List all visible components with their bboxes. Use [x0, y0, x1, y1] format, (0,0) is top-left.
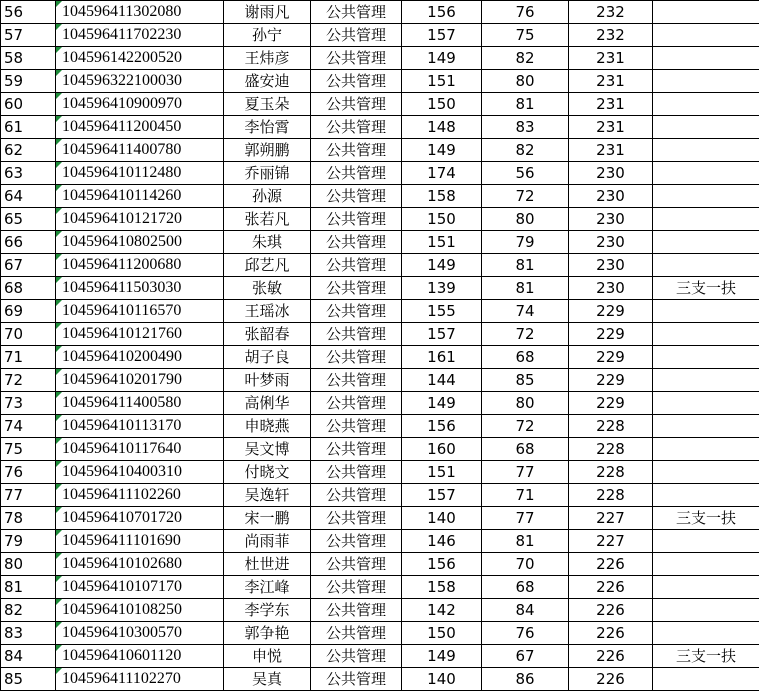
- total-score-cell[interactable]: 230: [569, 254, 653, 277]
- row-number-cell[interactable]: 61: [1, 116, 56, 139]
- exam-id-cell[interactable]: 104596410701720: [56, 507, 224, 530]
- note-cell[interactable]: [653, 47, 759, 70]
- major-cell[interactable]: 公共管理: [311, 116, 402, 139]
- row-number-cell[interactable]: 82: [1, 599, 56, 622]
- exam-id-cell[interactable]: 104596410900970: [56, 93, 224, 116]
- total-score-cell[interactable]: 226: [569, 599, 653, 622]
- score-2-cell[interactable]: 81: [482, 277, 569, 300]
- total-score-cell[interactable]: 229: [569, 392, 653, 415]
- major-cell[interactable]: 公共管理: [311, 553, 402, 576]
- score-1-cell[interactable]: 156: [402, 415, 482, 438]
- row-number-cell[interactable]: 83: [1, 622, 56, 645]
- candidate-name-cell[interactable]: 尚雨菲: [224, 530, 311, 553]
- table-row: [1, 438, 759, 461]
- row-number-cell[interactable]: 63: [1, 162, 56, 185]
- score-2-cell[interactable]: 72: [482, 185, 569, 208]
- note-cell[interactable]: [653, 576, 759, 599]
- candidate-name-cell[interactable]: 李江峰: [224, 576, 311, 599]
- exam-id-cell[interactable]: 104596411200450: [56, 116, 224, 139]
- note-cell[interactable]: 三支一扶: [653, 507, 759, 530]
- score-1-cell[interactable]: 149: [402, 47, 482, 70]
- table-row: [1, 93, 759, 116]
- row-number-cell[interactable]: 59: [1, 70, 56, 93]
- score-2-cell[interactable]: 74: [482, 300, 569, 323]
- candidate-name-cell[interactable]: 宋一鹏: [224, 507, 311, 530]
- exam-id-cell[interactable]: 104596411200680: [56, 254, 224, 277]
- table-row: [1, 254, 759, 277]
- total-score-cell[interactable]: 230: [569, 185, 653, 208]
- exam-id-cell[interactable]: 104596410601120: [56, 645, 224, 668]
- table-row: [1, 1, 759, 24]
- score-1-cell[interactable]: 151: [402, 461, 482, 484]
- score-1-cell[interactable]: 149: [402, 254, 482, 277]
- table-row: [1, 47, 759, 70]
- row-number-cell[interactable]: 65: [1, 208, 56, 231]
- note-cell[interactable]: 三支一扶: [653, 277, 759, 300]
- total-score-cell[interactable]: 229: [569, 323, 653, 346]
- note-cell[interactable]: [653, 24, 759, 47]
- table-row: [1, 162, 759, 185]
- score-1-cell[interactable]: 150: [402, 622, 482, 645]
- major-cell[interactable]: 公共管理: [311, 530, 402, 553]
- candidate-name-cell[interactable]: 张若凡: [224, 208, 311, 231]
- row-number-cell[interactable]: 85: [1, 668, 56, 691]
- note-cell[interactable]: [653, 438, 759, 461]
- candidate-name-cell[interactable]: 乔丽锦: [224, 162, 311, 185]
- score-2-cell[interactable]: 80: [482, 70, 569, 93]
- score-2-cell[interactable]: 80: [482, 392, 569, 415]
- score-2-cell[interactable]: 82: [482, 139, 569, 162]
- row-number-cell[interactable]: 78: [1, 507, 56, 530]
- candidate-name-cell[interactable]: 付晓文: [224, 461, 311, 484]
- score-2-cell[interactable]: 82: [482, 47, 569, 70]
- score-1-cell[interactable]: 149: [402, 139, 482, 162]
- note-cell[interactable]: [653, 70, 759, 93]
- row-number-cell[interactable]: 75: [1, 438, 56, 461]
- note-cell[interactable]: [653, 231, 759, 254]
- score-2-cell[interactable]: 67: [482, 645, 569, 668]
- exam-id-cell[interactable]: 104596410121760: [56, 323, 224, 346]
- score-1-cell[interactable]: 157: [402, 484, 482, 507]
- candidate-name-cell[interactable]: 申晓燕: [224, 415, 311, 438]
- total-score-cell[interactable]: 228: [569, 461, 653, 484]
- major-cell[interactable]: 公共管理: [311, 438, 402, 461]
- row-number-cell[interactable]: 57: [1, 24, 56, 47]
- table-row: [1, 139, 759, 162]
- row-number-cell[interactable]: 72: [1, 369, 56, 392]
- major-cell[interactable]: 公共管理: [311, 668, 402, 691]
- candidate-name-cell[interactable]: 吴逸轩: [224, 484, 311, 507]
- total-score-cell[interactable]: 231: [569, 93, 653, 116]
- major-cell[interactable]: 公共管理: [311, 507, 402, 530]
- row-number-cell[interactable]: 73: [1, 392, 56, 415]
- major-cell[interactable]: 公共管理: [311, 231, 402, 254]
- note-cell[interactable]: [653, 392, 759, 415]
- note-cell[interactable]: 三支一扶: [653, 645, 759, 668]
- row-number-cell[interactable]: 79: [1, 530, 56, 553]
- major-cell[interactable]: 公共管理: [311, 185, 402, 208]
- major-cell[interactable]: 公共管理: [311, 415, 402, 438]
- total-score-cell[interactable]: 226: [569, 622, 653, 645]
- exam-id-cell[interactable]: 104596411101690: [56, 530, 224, 553]
- major-cell[interactable]: 公共管理: [311, 576, 402, 599]
- major-cell[interactable]: 公共管理: [311, 93, 402, 116]
- score-1-cell[interactable]: 142: [402, 599, 482, 622]
- major-cell[interactable]: 公共管理: [311, 139, 402, 162]
- total-score-cell[interactable]: 231: [569, 116, 653, 139]
- total-score-cell[interactable]: 227: [569, 507, 653, 530]
- note-cell[interactable]: [653, 1, 759, 24]
- major-cell[interactable]: 公共管理: [311, 645, 402, 668]
- table-row: [1, 70, 759, 93]
- total-score-cell[interactable]: 228: [569, 438, 653, 461]
- exam-id-cell[interactable]: 104596410114260: [56, 185, 224, 208]
- candidate-name-cell[interactable]: 王炜彦: [224, 47, 311, 70]
- table-row: [1, 392, 759, 415]
- note-cell[interactable]: [653, 139, 759, 162]
- candidate-name-cell[interactable]: 郭争艳: [224, 622, 311, 645]
- exam-id-cell[interactable]: 104596322100030: [56, 70, 224, 93]
- table-row: [1, 484, 759, 507]
- note-cell[interactable]: [653, 208, 759, 231]
- major-cell[interactable]: 公共管理: [311, 599, 402, 622]
- score-1-cell[interactable]: 158: [402, 185, 482, 208]
- score-1-cell[interactable]: 148: [402, 116, 482, 139]
- table-row: [1, 530, 759, 553]
- table-row: [1, 116, 759, 139]
- exam-id-cell[interactable]: 104596410201790: [56, 369, 224, 392]
- row-number-cell[interactable]: 80: [1, 553, 56, 576]
- row-number-cell[interactable]: 68: [1, 277, 56, 300]
- row-number-cell[interactable]: 60: [1, 93, 56, 116]
- exam-id-cell[interactable]: 104596410108250: [56, 599, 224, 622]
- table-row: [1, 277, 759, 300]
- note-cell[interactable]: [653, 530, 759, 553]
- total-score-cell[interactable]: 226: [569, 668, 653, 691]
- total-score-cell[interactable]: 228: [569, 484, 653, 507]
- exam-id-cell[interactable]: 104596410116570: [56, 300, 224, 323]
- note-cell[interactable]: [653, 622, 759, 645]
- major-cell[interactable]: 公共管理: [311, 254, 402, 277]
- total-score-cell[interactable]: 227: [569, 530, 653, 553]
- exam-id-cell[interactable]: 104596410113170: [56, 415, 224, 438]
- score-1-cell[interactable]: 156: [402, 1, 482, 24]
- table-row: [1, 346, 759, 369]
- score-2-cell[interactable]: 81: [482, 530, 569, 553]
- candidate-name-cell[interactable]: 谢雨凡: [224, 1, 311, 24]
- candidate-name-cell[interactable]: 李怡霄: [224, 116, 311, 139]
- table-row: [1, 622, 759, 645]
- note-cell[interactable]: [653, 599, 759, 622]
- exam-id-cell[interactable]: 104596411400580: [56, 392, 224, 415]
- note-cell[interactable]: [653, 185, 759, 208]
- major-cell[interactable]: 公共管理: [311, 1, 402, 24]
- table-body: [1, 1, 759, 691]
- score-1-cell[interactable]: 161: [402, 346, 482, 369]
- table-row: [1, 208, 759, 231]
- exam-id-cell[interactable]: 104596410200490: [56, 346, 224, 369]
- note-cell[interactable]: [653, 93, 759, 116]
- row-number-cell[interactable]: 81: [1, 576, 56, 599]
- exam-id-cell[interactable]: 104596410112480: [56, 162, 224, 185]
- major-cell[interactable]: 公共管理: [311, 369, 402, 392]
- table-row: [1, 599, 759, 622]
- candidate-name-cell[interactable]: 孙源: [224, 185, 311, 208]
- score-2-cell[interactable]: 77: [482, 507, 569, 530]
- total-score-cell[interactable]: 232: [569, 24, 653, 47]
- row-number-cell[interactable]: 76: [1, 461, 56, 484]
- candidate-name-cell[interactable]: 夏玉朵: [224, 93, 311, 116]
- score-2-cell[interactable]: 75: [482, 24, 569, 47]
- score-1-cell[interactable]: 160: [402, 438, 482, 461]
- exam-id-cell[interactable]: 104596410300570: [56, 622, 224, 645]
- major-cell[interactable]: 公共管理: [311, 461, 402, 484]
- table-row: [1, 415, 759, 438]
- score-2-cell[interactable]: 84: [482, 599, 569, 622]
- score-1-cell[interactable]: 151: [402, 70, 482, 93]
- exam-id-cell[interactable]: 104596411400780: [56, 139, 224, 162]
- major-cell[interactable]: 公共管理: [311, 323, 402, 346]
- table-row: [1, 231, 759, 254]
- total-score-cell[interactable]: 226: [569, 576, 653, 599]
- score-2-cell[interactable]: 68: [482, 576, 569, 599]
- row-number-cell[interactable]: 66: [1, 231, 56, 254]
- exam-id-cell[interactable]: 104596410117640: [56, 438, 224, 461]
- score-2-cell[interactable]: 86: [482, 668, 569, 691]
- exam-id-cell[interactable]: 104596411503030: [56, 277, 224, 300]
- table-row: [1, 645, 759, 668]
- score-2-cell[interactable]: 79: [482, 231, 569, 254]
- table-row: [1, 323, 759, 346]
- row-number-cell[interactable]: 62: [1, 139, 56, 162]
- score-1-cell[interactable]: 150: [402, 208, 482, 231]
- score-1-cell[interactable]: 139: [402, 277, 482, 300]
- total-score-cell[interactable]: 231: [569, 47, 653, 70]
- table-row: [1, 668, 759, 691]
- table-row: [1, 576, 759, 599]
- table-row: [1, 185, 759, 208]
- total-score-cell[interactable]: 230: [569, 231, 653, 254]
- candidate-name-cell[interactable]: 王瑶冰: [224, 300, 311, 323]
- note-cell[interactable]: [653, 415, 759, 438]
- row-number-cell[interactable]: 84: [1, 645, 56, 668]
- major-cell[interactable]: 公共管理: [311, 162, 402, 185]
- score-1-cell[interactable]: 144: [402, 369, 482, 392]
- candidate-name-cell[interactable]: 盛安迪: [224, 70, 311, 93]
- major-cell[interactable]: 公共管理: [311, 300, 402, 323]
- row-number-cell[interactable]: 69: [1, 300, 56, 323]
- score-1-cell[interactable]: 158: [402, 576, 482, 599]
- note-cell[interactable]: [653, 668, 759, 691]
- score-2-cell[interactable]: 68: [482, 438, 569, 461]
- table-row: [1, 461, 759, 484]
- note-cell[interactable]: [653, 553, 759, 576]
- row-number-cell[interactable]: 64: [1, 185, 56, 208]
- score-2-cell[interactable]: 80: [482, 208, 569, 231]
- score-2-cell[interactable]: 72: [482, 415, 569, 438]
- score-1-cell[interactable]: 149: [402, 645, 482, 668]
- score-2-cell[interactable]: 83: [482, 116, 569, 139]
- note-cell[interactable]: [653, 116, 759, 139]
- score-2-cell[interactable]: 71: [482, 484, 569, 507]
- score-1-cell[interactable]: 156: [402, 553, 482, 576]
- major-cell[interactable]: 公共管理: [311, 622, 402, 645]
- row-number-cell[interactable]: 74: [1, 415, 56, 438]
- note-cell[interactable]: [653, 461, 759, 484]
- note-cell[interactable]: [653, 300, 759, 323]
- exam-id-cell[interactable]: 104596410802500: [56, 231, 224, 254]
- table-row: [1, 369, 759, 392]
- score-2-cell[interactable]: 77: [482, 461, 569, 484]
- total-score-cell[interactable]: 229: [569, 300, 653, 323]
- total-score-cell[interactable]: 230: [569, 208, 653, 231]
- table-row: [1, 300, 759, 323]
- score-2-cell[interactable]: 81: [482, 93, 569, 116]
- major-cell[interactable]: 公共管理: [311, 277, 402, 300]
- major-cell[interactable]: 公共管理: [311, 484, 402, 507]
- row-number-cell[interactable]: 56: [1, 1, 56, 24]
- row-number-cell[interactable]: 70: [1, 323, 56, 346]
- candidate-name-cell[interactable]: 申悦: [224, 645, 311, 668]
- candidate-name-cell[interactable]: 杜世进: [224, 553, 311, 576]
- total-score-cell[interactable]: 229: [569, 346, 653, 369]
- score-2-cell[interactable]: 70: [482, 553, 569, 576]
- total-score-cell[interactable]: 226: [569, 645, 653, 668]
- note-cell[interactable]: [653, 323, 759, 346]
- major-cell[interactable]: 公共管理: [311, 346, 402, 369]
- score-2-cell[interactable]: 56: [482, 162, 569, 185]
- total-score-cell[interactable]: 229: [569, 369, 653, 392]
- note-cell[interactable]: [653, 369, 759, 392]
- score-1-cell[interactable]: 150: [402, 93, 482, 116]
- row-number-cell[interactable]: 77: [1, 484, 56, 507]
- row-number-cell[interactable]: 67: [1, 254, 56, 277]
- total-score-cell[interactable]: 231: [569, 70, 653, 93]
- exam-id-cell[interactable]: 104596411302080: [56, 1, 224, 24]
- major-cell[interactable]: 公共管理: [311, 392, 402, 415]
- exam-id-cell[interactable]: 104596411102260: [56, 484, 224, 507]
- candidate-name-cell[interactable]: 叶梦雨: [224, 369, 311, 392]
- score-1-cell[interactable]: 140: [402, 507, 482, 530]
- total-score-cell[interactable]: 228: [569, 415, 653, 438]
- score-2-cell[interactable]: 81: [482, 254, 569, 277]
- score-1-cell[interactable]: 146: [402, 530, 482, 553]
- score-2-cell[interactable]: 76: [482, 622, 569, 645]
- note-cell[interactable]: [653, 254, 759, 277]
- exam-id-cell[interactable]: 104596142200520: [56, 47, 224, 70]
- exam-id-cell[interactable]: 104596410107170: [56, 576, 224, 599]
- candidate-name-cell[interactable]: 张敏: [224, 277, 311, 300]
- score-2-cell[interactable]: 72: [482, 323, 569, 346]
- score-1-cell[interactable]: 140: [402, 668, 482, 691]
- table-row: [1, 553, 759, 576]
- score-2-cell[interactable]: 76: [482, 1, 569, 24]
- major-cell[interactable]: 公共管理: [311, 208, 402, 231]
- note-cell[interactable]: [653, 484, 759, 507]
- row-number-cell[interactable]: 58: [1, 47, 56, 70]
- exam-id-cell[interactable]: 104596410400310: [56, 461, 224, 484]
- note-cell[interactable]: [653, 346, 759, 369]
- candidate-name-cell[interactable]: 朱琪: [224, 231, 311, 254]
- exam-id-cell[interactable]: 104596411102270: [56, 668, 224, 691]
- note-cell[interactable]: [653, 162, 759, 185]
- candidate-name-cell[interactable]: 邱艺凡: [224, 254, 311, 277]
- table-row: [1, 24, 759, 47]
- major-cell[interactable]: 公共管理: [311, 24, 402, 47]
- candidate-name-cell[interactable]: 胡子良: [224, 346, 311, 369]
- row-number-cell[interactable]: 71: [1, 346, 56, 369]
- candidate-name-cell[interactable]: 吴文博: [224, 438, 311, 461]
- candidate-name-cell[interactable]: 孙宁: [224, 24, 311, 47]
- major-cell[interactable]: 公共管理: [311, 70, 402, 93]
- total-score-cell[interactable]: 230: [569, 277, 653, 300]
- total-score-cell[interactable]: 230: [569, 162, 653, 185]
- total-score-cell[interactable]: 231: [569, 139, 653, 162]
- score-2-cell[interactable]: 68: [482, 346, 569, 369]
- score-2-cell[interactable]: 85: [482, 369, 569, 392]
- score-1-cell[interactable]: 157: [402, 24, 482, 47]
- candidate-name-cell[interactable]: 张韶春: [224, 323, 311, 346]
- major-cell[interactable]: 公共管理: [311, 47, 402, 70]
- exam-id-cell[interactable]: 104596410102680: [56, 553, 224, 576]
- total-score-cell[interactable]: 232: [569, 1, 653, 24]
- exam-id-cell[interactable]: 104596411702230: [56, 24, 224, 47]
- candidate-name-cell[interactable]: 李学东: [224, 599, 311, 622]
- candidate-name-cell[interactable]: 郭朔鹏: [224, 139, 311, 162]
- score-1-cell[interactable]: 157: [402, 323, 482, 346]
- table-row: [1, 507, 759, 530]
- exam-id-cell[interactable]: 104596410121720: [56, 208, 224, 231]
- total-score-cell[interactable]: 226: [569, 553, 653, 576]
- score-1-cell[interactable]: 149: [402, 392, 482, 415]
- score-1-cell[interactable]: 151: [402, 231, 482, 254]
- candidate-name-cell[interactable]: 高俐华: [224, 392, 311, 415]
- score-1-cell[interactable]: 155: [402, 300, 482, 323]
- candidate-name-cell[interactable]: 吴真: [224, 668, 311, 691]
- score-1-cell[interactable]: 174: [402, 162, 482, 185]
